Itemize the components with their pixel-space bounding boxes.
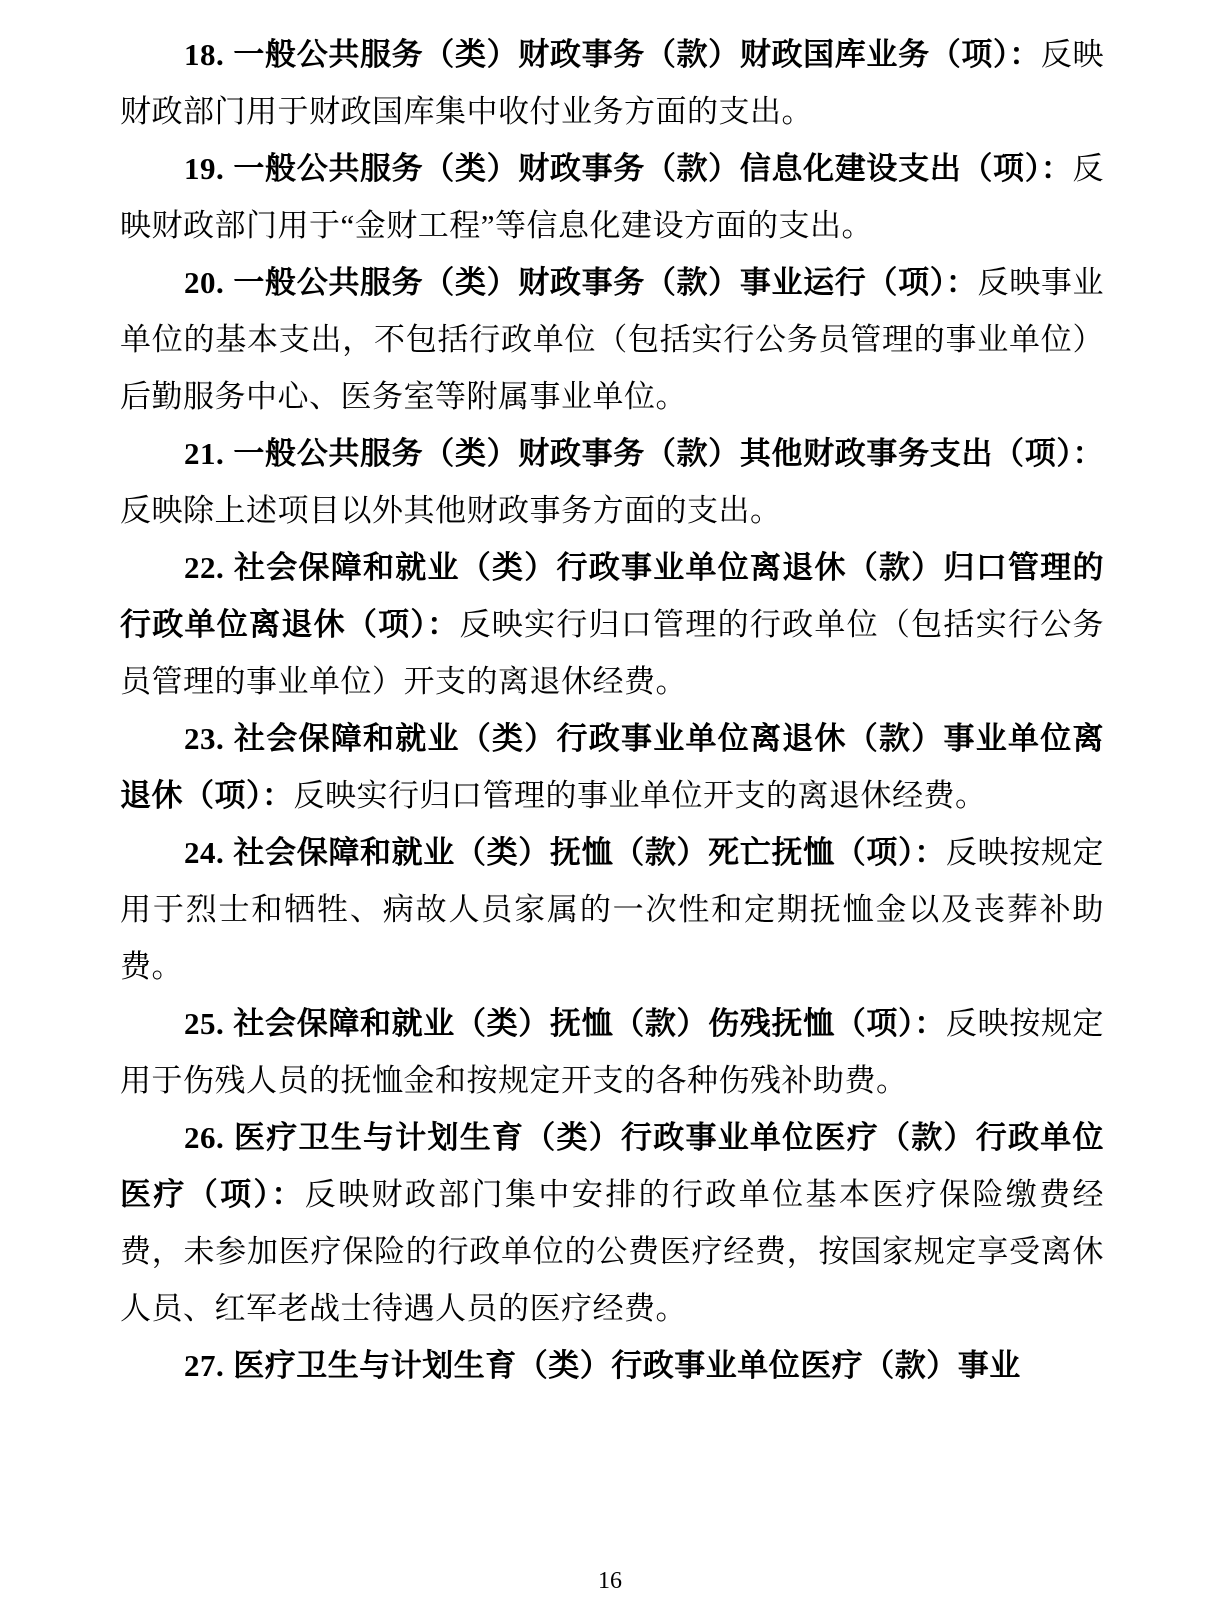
definition-paragraph <box>120 1337 1104 1394</box>
item-heading: 社会保障和就业（类）抚恤（款）死亡抚恤（项）： <box>233 835 946 870</box>
item-heading: 社会保障和就业（类）行政事业单位离退休（款）事业单位离退休（项）： <box>120 721 1104 813</box>
item-heading: 一般公共服务（类）财政事务（款）信息化建设支出（项）： <box>233 151 1073 186</box>
definition-paragraph <box>120 710 1104 824</box>
item-number: 19. <box>184 151 225 186</box>
item-body: 反映按规定用于伤残人员的抚恤金和按规定开支的各种伤残补助费。 <box>120 1006 1104 1098</box>
item-body: 反映财政部门用于财政国库集中收付业务方面的支出。 <box>120 37 1105 129</box>
item-body: 反映除上述项目以外其他财政事务方面的支出。 <box>120 493 782 528</box>
definition-paragraph <box>120 26 1104 140</box>
item-number: 25. <box>184 1006 225 1041</box>
definition-paragraph <box>120 425 1104 539</box>
definition-paragraph <box>120 140 1104 254</box>
item-body: 反映按规定用于烈士和牺牲、病故人员家属的一次性和定期抚恤金以及丧葬补助费。 <box>120 835 1104 984</box>
item-heading: 一般公共服务（类）财政事务（款）事业运行（项）： <box>233 265 978 300</box>
definition-paragraph <box>120 254 1104 425</box>
item-body: 反映实行归口管理的行政单位（包括实行公务员管理的事业单位）开支的离退休经费。 <box>120 607 1105 699</box>
item-heading: 医疗卫生与计划生育（类）行政事业单位医疗（款）行政单位医疗（项）： <box>120 1120 1104 1212</box>
page-text-block <box>120 26 1104 1394</box>
item-heading: 社会保障和就业（类）抚恤（款）伤残抚恤（项）： <box>233 1006 946 1041</box>
item-number: 27. <box>184 1348 225 1383</box>
item-body: 反映实行归口管理的事业单位开支的离退休经费。 <box>293 778 987 813</box>
item-number: 24. <box>184 835 225 870</box>
definition-paragraph <box>120 995 1104 1109</box>
item-heading: 社会保障和就业（类）行政事业单位离退休（款）归口管理的行政单位离退休（项）： <box>120 550 1104 642</box>
item-number: 22. <box>184 550 225 585</box>
page-number: 16 <box>598 1568 622 1594</box>
item-heading: 一般公共服务（类）财政事务（款）财政国库业务（项）： <box>233 37 1041 72</box>
item-number: 20. <box>184 265 225 300</box>
item-heading: 一般公共服务（类）财政事务（款）其他财政事务支出（项）： <box>233 436 1104 471</box>
item-heading: 医疗卫生与计划生育（类）行政事业单位医疗（款）事业 <box>233 1348 1021 1383</box>
definition-paragraph <box>120 1109 1104 1337</box>
item-number: 23. <box>184 721 225 756</box>
definition-paragraph <box>120 539 1104 710</box>
item-number: 18. <box>184 37 225 72</box>
item-body: 反映事业单位的基本支出，不包括行政单位（包括实行公务员管理的事业单位）后勤服务中心、医务室等附属事业单位。 <box>120 265 1105 414</box>
definition-paragraph <box>120 824 1104 995</box>
item-body: 反映财政部门用于“金财工程”等信息化建设方面的支出。 <box>120 151 1104 243</box>
item-body: 反映财政部门集中安排的行政单位基本医疗保险缴费经费，未参加医疗保险的行政单位的公费医疗经费，按国家规定享受离休人员、红军老战士待遇人员的医疗经费。 <box>120 1177 1105 1326</box>
item-number: 21. <box>184 436 225 471</box>
item-number: 26. <box>184 1120 225 1155</box>
